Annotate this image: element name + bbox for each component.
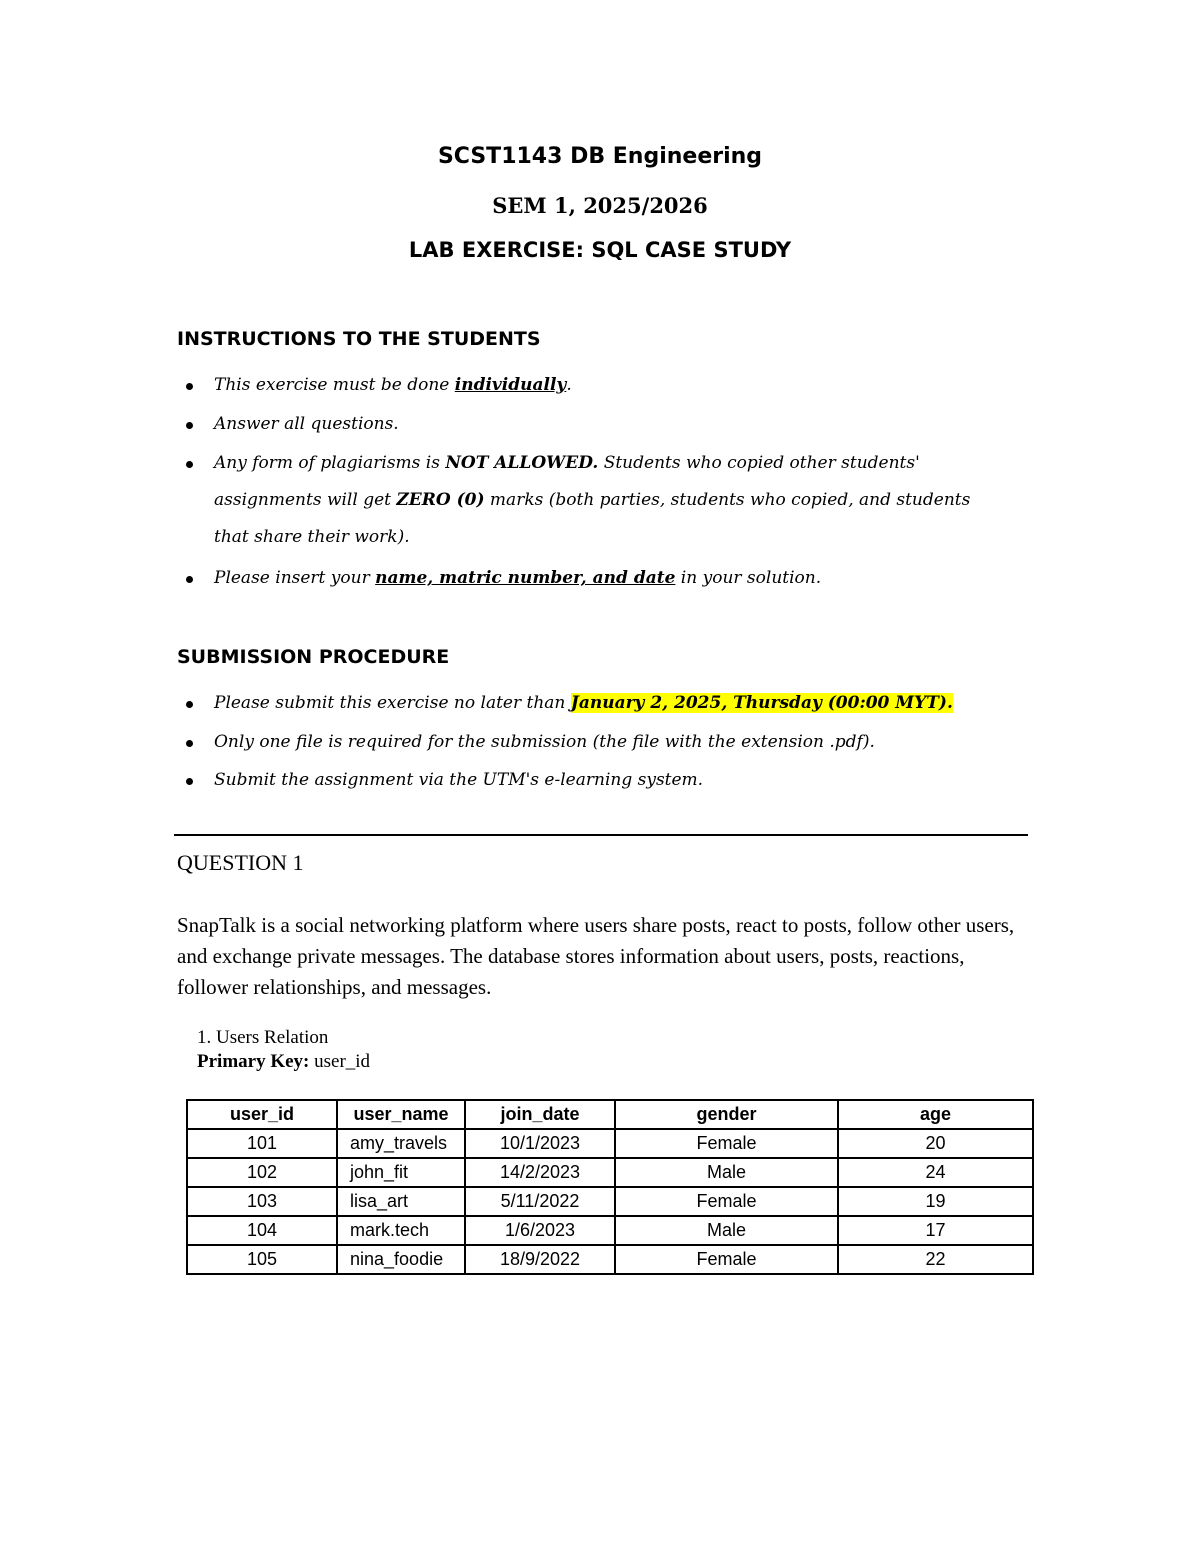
instructions-heading: INSTRUCTIONS TO THE STUDENTS — [177, 328, 541, 350]
table-cell: 20 — [838, 1129, 1033, 1158]
text: Any form of plagiarisms is — [214, 453, 446, 473]
table-cell: Female — [615, 1187, 838, 1216]
table-row — [187, 1129, 1033, 1158]
section-divider — [174, 834, 1028, 836]
table-row — [187, 1187, 1033, 1216]
text: Only one file is required for the submission (the file with the extension .pdf). — [214, 732, 875, 752]
column-header: join_date — [465, 1100, 615, 1129]
text: Answer all questions. — [214, 414, 399, 434]
emphasis-text: individually — [454, 375, 567, 395]
question-body: SnapTalk is a social networking platform where users share posts, react to posts, follow other users, and exchange private messages. The database stores information about users, posts, reactions, follower relationships, and messages. — [177, 913, 1015, 999]
table-cell: 104 — [187, 1216, 337, 1245]
submission-item — [214, 762, 1014, 799]
lab-title: LAB EXERCISE: SQL CASE STUDY — [408, 238, 792, 262]
column-header: user_name — [337, 1100, 465, 1129]
deadline-highlight: January 2, 2025, Thursday (00:00 MYT). — [570, 693, 953, 713]
table-cell: 105 — [187, 1245, 337, 1274]
text: Please insert your — [214, 568, 376, 588]
table-cell: john_fit — [337, 1158, 465, 1187]
table-cell: 103 — [187, 1187, 337, 1216]
emphasis-text: ZERO (0) — [396, 490, 485, 510]
column-header: gender — [615, 1100, 838, 1129]
table-cell: 5/11/2022 — [465, 1187, 615, 1216]
emphasis-text: name, matric number, and date — [375, 568, 676, 588]
table-row — [187, 1245, 1033, 1274]
instruction-item — [214, 367, 1014, 404]
table-cell: Female — [615, 1129, 838, 1158]
text: Please submit this exercise no later than — [214, 693, 571, 713]
instruction-item — [214, 406, 1014, 443]
primary-key-value: user_id — [309, 1051, 371, 1072]
table-row — [187, 1216, 1033, 1245]
text: in your solution. — [675, 568, 822, 588]
table-cell: nina_foodie — [337, 1245, 465, 1274]
submission-item — [214, 685, 1014, 722]
table-cell: 1/6/2023 — [465, 1216, 615, 1245]
table-cell: 101 — [187, 1129, 337, 1158]
table-cell: 14/2/2023 — [465, 1158, 615, 1187]
table-cell: 22 — [838, 1245, 1033, 1274]
table-cell: amy_travels — [337, 1129, 465, 1158]
table-cell: lisa_art — [337, 1187, 465, 1216]
text: This exercise must be done — [214, 375, 455, 395]
primary-key-label: Primary Key: — [197, 1051, 310, 1072]
table-cell: 102 — [187, 1158, 337, 1187]
table-cell: Female — [615, 1245, 838, 1274]
column-header: user_id — [187, 1100, 337, 1129]
instruction-item — [214, 445, 1014, 556]
course-title: SCST1143 DB Engineering — [437, 144, 763, 169]
table-cell: 18/9/2022 — [465, 1245, 615, 1274]
semester-title: SEM 1, 2025/2026 — [492, 193, 708, 218]
table-cell: 19 — [838, 1187, 1033, 1216]
table-cell: 17 — [838, 1216, 1033, 1245]
text: Students who copied other students' — [598, 453, 920, 473]
primary-key-line — [197, 1051, 370, 1073]
text: marks (both parties, students who copied, and students — [484, 490, 971, 510]
table-row — [187, 1158, 1033, 1187]
table-cell: 10/1/2023 — [465, 1129, 615, 1158]
text: Submit the assignment via the UTM's e-learning system. — [214, 770, 704, 790]
relation-title: 1. Users Relation — [197, 1027, 329, 1048]
table-cell: Male — [615, 1158, 838, 1187]
emphasis-text: NOT ALLOWED. — [445, 453, 599, 473]
text: . — [566, 375, 572, 395]
submission-item — [214, 724, 1014, 761]
table-cell: Male — [615, 1216, 838, 1245]
text: that share their work). — [214, 527, 410, 547]
instruction-item — [214, 560, 1014, 597]
table-cell: 24 — [838, 1158, 1033, 1187]
text: assignments will get — [214, 490, 397, 510]
users-table — [186, 1099, 1034, 1275]
question-heading: QUESTION 1 — [177, 850, 304, 875]
table-header-row — [187, 1100, 1033, 1129]
table-cell: mark.tech — [337, 1216, 465, 1245]
column-header: age — [838, 1100, 1033, 1129]
submission-heading: SUBMISSION PROCEDURE — [177, 646, 450, 668]
